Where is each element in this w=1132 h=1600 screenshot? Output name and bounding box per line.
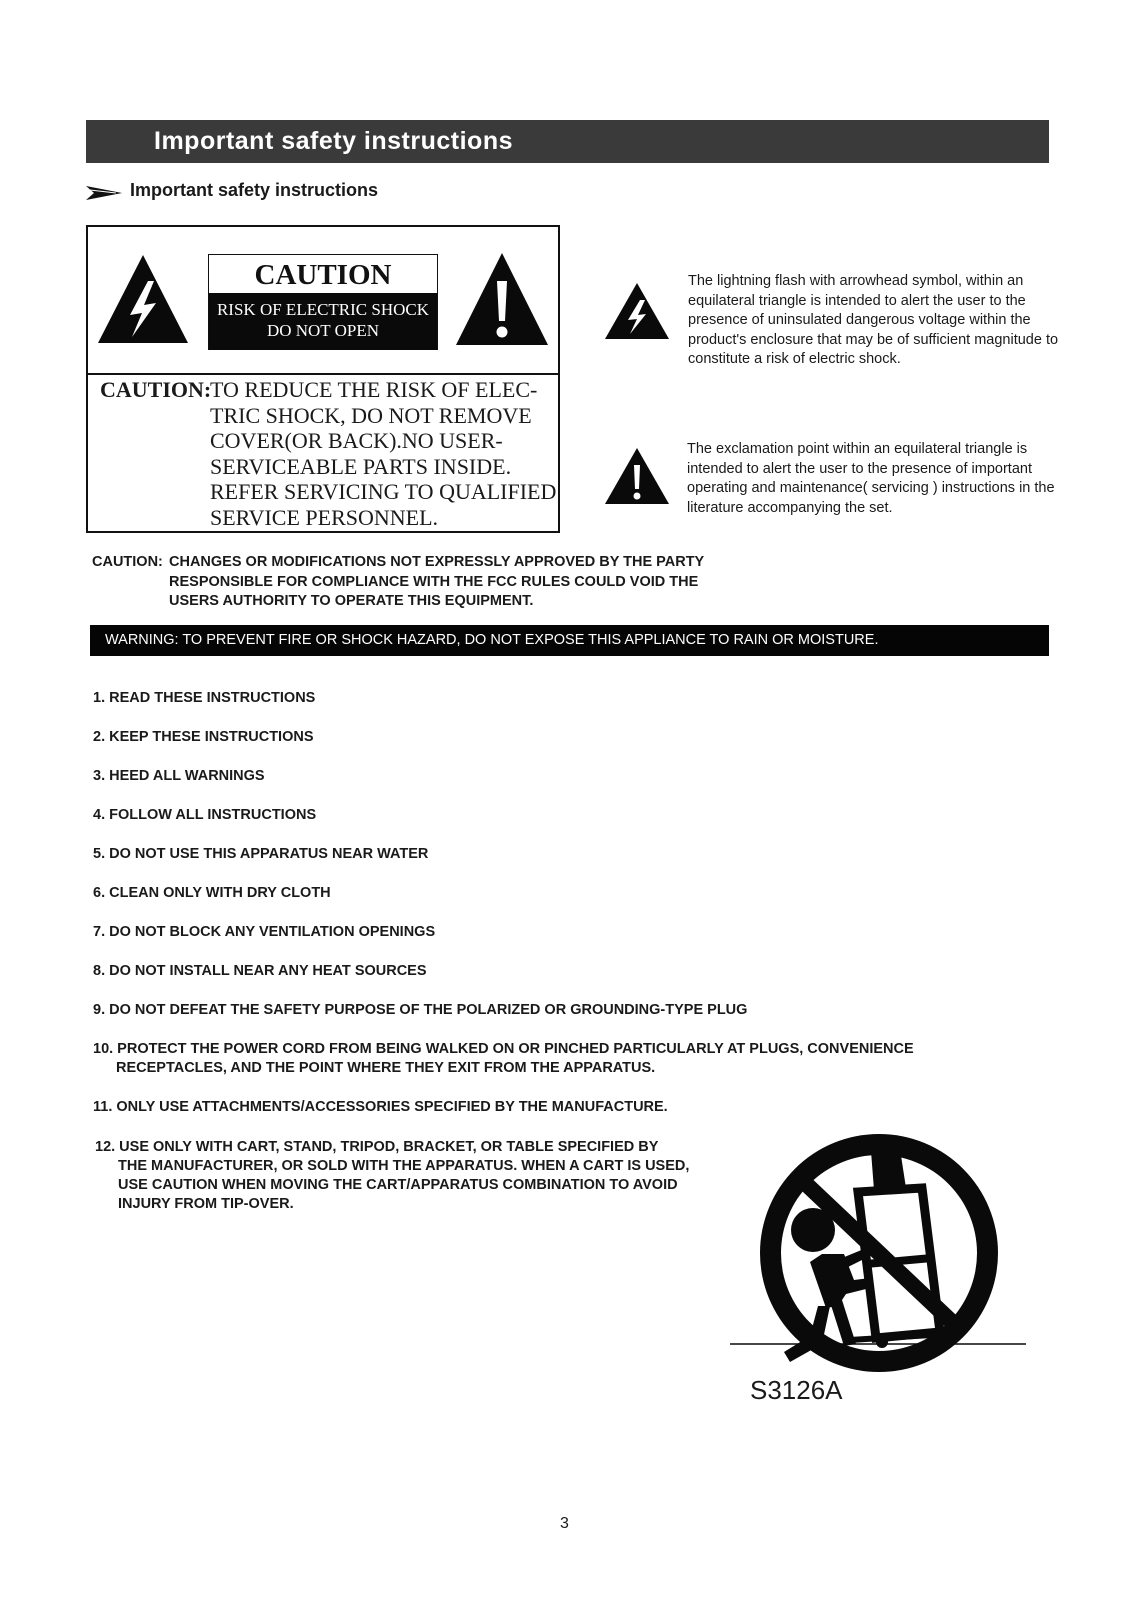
cart-symbol-code: S3126A <box>750 1375 843 1405</box>
instruction-item: 12. USE ONLY WITH CART, STAND, TRIPOD, BRACKET, OR TABLE SPECIFIED BY <box>95 1139 659 1155</box>
page-title: Important safety instructions <box>154 127 513 155</box>
instruction-item: 3. HEED ALL WARNINGS <box>93 768 265 784</box>
cart-tipover-icon <box>730 1130 1030 1380</box>
page-number: 3 <box>560 1515 569 1532</box>
exclamation-warning-icon <box>454 251 550 349</box>
warning-text: WARNING: TO PREVENT FIRE OR SHOCK HAZARD, DO NOT EXPOSE THIS APPLIANCE TO RAIN OR MOISTURE. <box>105 632 879 648</box>
instruction-item: 6. CLEAN ONLY WITH DRY CLOTH <box>93 885 331 901</box>
instruction-item: 2. KEEP THESE INSTRUCTIONS <box>93 729 314 745</box>
lightning-warning-icon <box>96 253 190 347</box>
caution-text: TO REDUCE THE RISK OF ELEC- TRIC SHOCK, DO NOT REMOVE COVER(OR BACK).NO USER- SERVICEABLE PARTS INSIDE. REFER SERVICING TO QUALIFIED SERVICE PERSONNEL. <box>210 377 557 530</box>
instruction-item: 11. ONLY USE ATTACHMENTS/ACCESSORIES SPECIFIED BY THE MANUFACTURE. <box>93 1099 668 1115</box>
lightning-symbol-description: The lightning flash with arrowhead symbol, within an equilateral triangle is intended to alert the user to the presence of uninsulated dangerous voltage within the product's enclosure that may be of sufficient magnitude to constitute a risk of electric shock. <box>688 273 1059 367</box>
exclamation-symbol-icon <box>604 447 670 505</box>
instruction-item-continued: INJURY FROM TIP-OVER. <box>118 1196 294 1212</box>
risk-line-1: RISK OF ELECTRIC SHOCK <box>216 300 430 319</box>
instruction-item-continued: THE MANUFACTURER, OR SOLD WITH THE APPARATUS. WHEN A CART IS USED, <box>118 1158 690 1174</box>
instruction-item: 9. DO NOT DEFEAT THE SAFETY PURPOSE OF THE POLARIZED OR GROUNDING-TYPE PLUG <box>93 1002 748 1018</box>
section-title: Important safety instructions <box>130 180 379 200</box>
instruction-item-continued: RECEPTACLES, AND THE POINT WHERE THEY EXIT FROM THE APPARATUS. <box>116 1060 656 1076</box>
risk-line-2: DO NOT OPEN <box>266 321 380 340</box>
divider <box>88 373 558 375</box>
instruction-item: 4. FOLLOW ALL INSTRUCTIONS <box>93 807 317 823</box>
fcc-caution-lead: CAUTION: <box>92 554 163 570</box>
warning-bar <box>90 625 1049 656</box>
lightning-symbol-icon <box>604 282 670 340</box>
title-bar <box>86 120 1049 163</box>
instruction-item: 10. PROTECT THE POWER CORD FROM BEING WALKED ON OR PINCHED PARTICULARLY AT PLUGS, CONVENIENCE <box>93 1041 914 1057</box>
risk-notice <box>209 293 437 350</box>
exclamation-symbol-description: The exclamation point within an equilateral triangle is intended to alert the user to the presence of important operating and maintenance( servicing ) instructions in the literature accompanying the set. <box>687 441 1055 516</box>
instruction-item: 5. DO NOT USE THIS APPARATUS NEAR WATER <box>93 846 429 862</box>
instruction-item-continued: USE CAUTION WHEN MOVING THE CART/APPARATUS COMBINATION TO AVOID <box>118 1177 678 1193</box>
arrow-icon <box>86 185 124 201</box>
instruction-item: 7. DO NOT BLOCK ANY VENTILATION OPENINGS <box>93 924 436 940</box>
caution-lead: CAUTION: <box>100 377 212 402</box>
fcc-caution-text: CHANGES OR MODIFICATIONS NOT EXPRESSLY APPROVED BY THE PARTY RESPONSIBLE FOR COMPLIANCE WITH THE FCC RULES COULD VOID THE USERS AUTHORITY TO OPERATE THIS EQUIPMENT. <box>169 554 705 609</box>
instruction-item: 1. READ THESE INSTRUCTIONS <box>93 690 316 706</box>
caution-label <box>208 254 438 350</box>
caution-title: CAUTION <box>209 255 437 293</box>
caution-box <box>86 225 560 533</box>
instruction-item: 8. DO NOT INSTALL NEAR ANY HEAT SOURCES <box>93 963 427 979</box>
